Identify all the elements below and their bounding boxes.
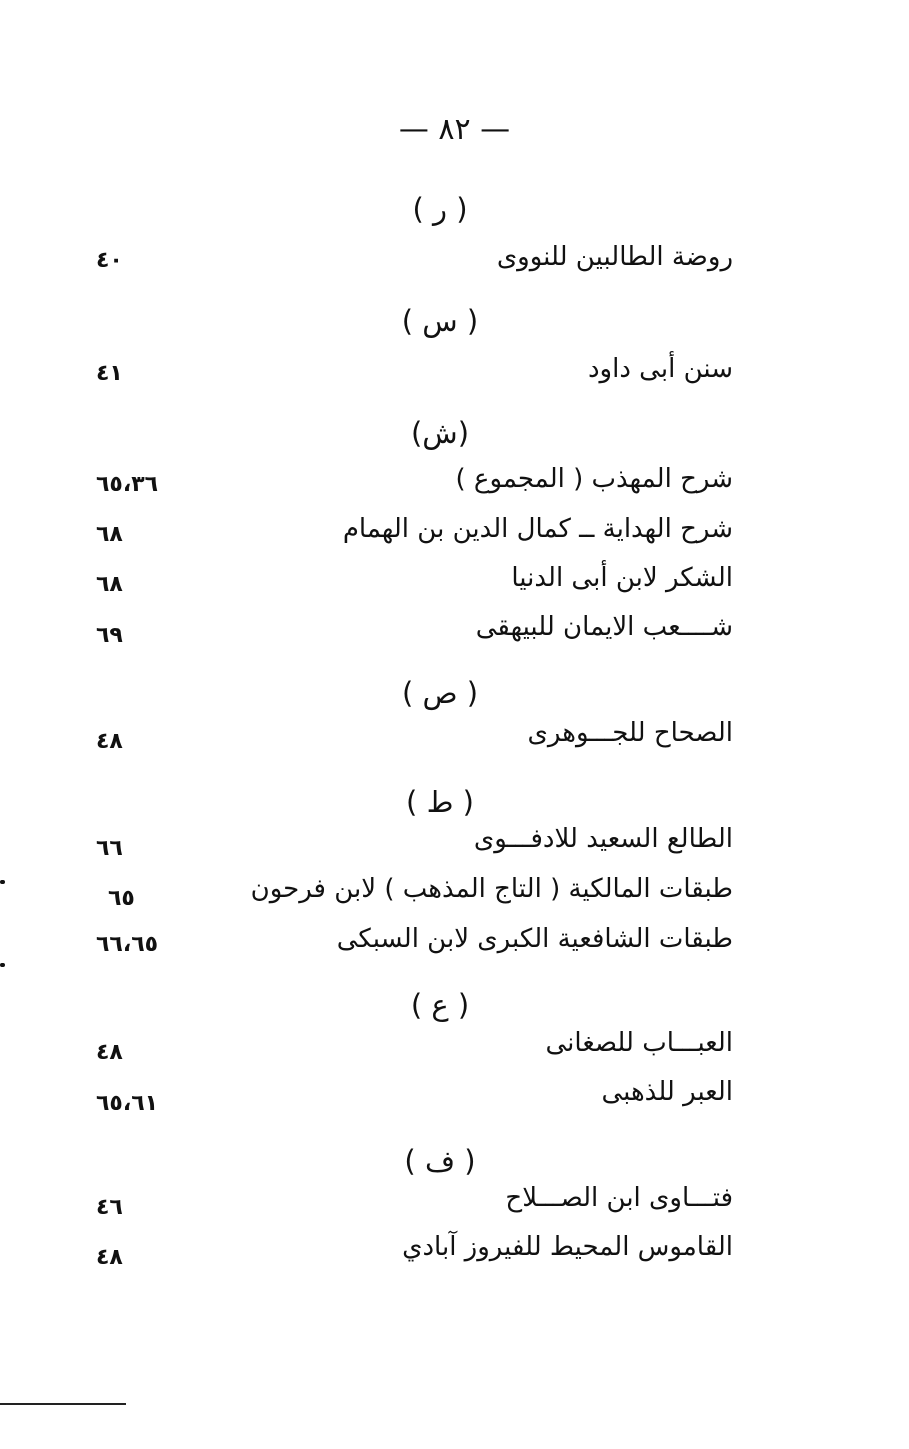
entry-title: الطالع السعيد للادفـــوى [473, 824, 733, 854]
entry-title: سنن أبى داود [587, 354, 733, 384]
entry-pages: ٦٥،٦١ [96, 1091, 159, 1116]
entry-pages: ٦٨ [96, 522, 123, 547]
entry-title: الشكر لابن أبى الدنيا [511, 563, 733, 593]
entry-pages: ٦٥،٣٦ [96, 472, 159, 497]
entry-pages: ٦٦،٦٥ [96, 932, 159, 957]
section-letter-ta: ( ط ) [406, 785, 474, 819]
entry-title: فتـــاوى ابن الصـــلاح [505, 1183, 733, 1213]
entry-pages: ٤٨ [96, 729, 123, 754]
entry-pages: ٤١ [96, 361, 123, 386]
page-number: — ٨٢ — [398, 112, 511, 147]
entry-title: طبقات الشافعية الكبرى لابن السبكى [336, 924, 733, 954]
margin-mark [0, 963, 5, 967]
entry-title: العبر للذهبى [601, 1077, 733, 1107]
entry-pages: ٦٥ [108, 886, 135, 911]
entry-title: طبقات المالكية ( التاج المذهب ) لابن فرحون [250, 874, 733, 904]
section-letter-shin: (ش) [410, 416, 470, 450]
margin-mark [0, 880, 5, 884]
entry-title: شرح الهداية ــ كمال الدين بن الهمام [342, 514, 733, 544]
entry-title: العبـــاب للصغانى [545, 1028, 733, 1058]
entry-pages: ٤٨ [96, 1245, 123, 1270]
entry-title: روضة الطالبين للنووى [496, 242, 733, 272]
entry-title: الصحاح للجـــوهرى [527, 718, 733, 748]
entry-pages: ٦٩ [96, 623, 123, 648]
entry-title: شــــعب الايمان للبيهقى [475, 612, 733, 642]
entry-title: شرح المهذب ( المجموع ) [455, 464, 733, 494]
entry-pages: ٦٨ [96, 572, 123, 597]
entry-pages: ٦٦ [96, 836, 123, 861]
entry-pages: ٤٦ [96, 1195, 123, 1220]
section-letter-fa: ( ف ) [404, 1144, 476, 1178]
section-letter-sin: ( س ) [401, 304, 479, 338]
entry-pages: ٤٠ [96, 248, 123, 273]
footnote-rule [0, 1403, 126, 1405]
section-letter-ayn: ( ع ) [410, 988, 470, 1022]
entry-pages: ٤٨ [96, 1040, 123, 1065]
section-letter-ra: ( ر ) [412, 192, 468, 226]
entry-title: القاموس المحيط للفيروز آبادي [402, 1232, 733, 1262]
section-letter-sad: ( ص ) [401, 676, 479, 710]
